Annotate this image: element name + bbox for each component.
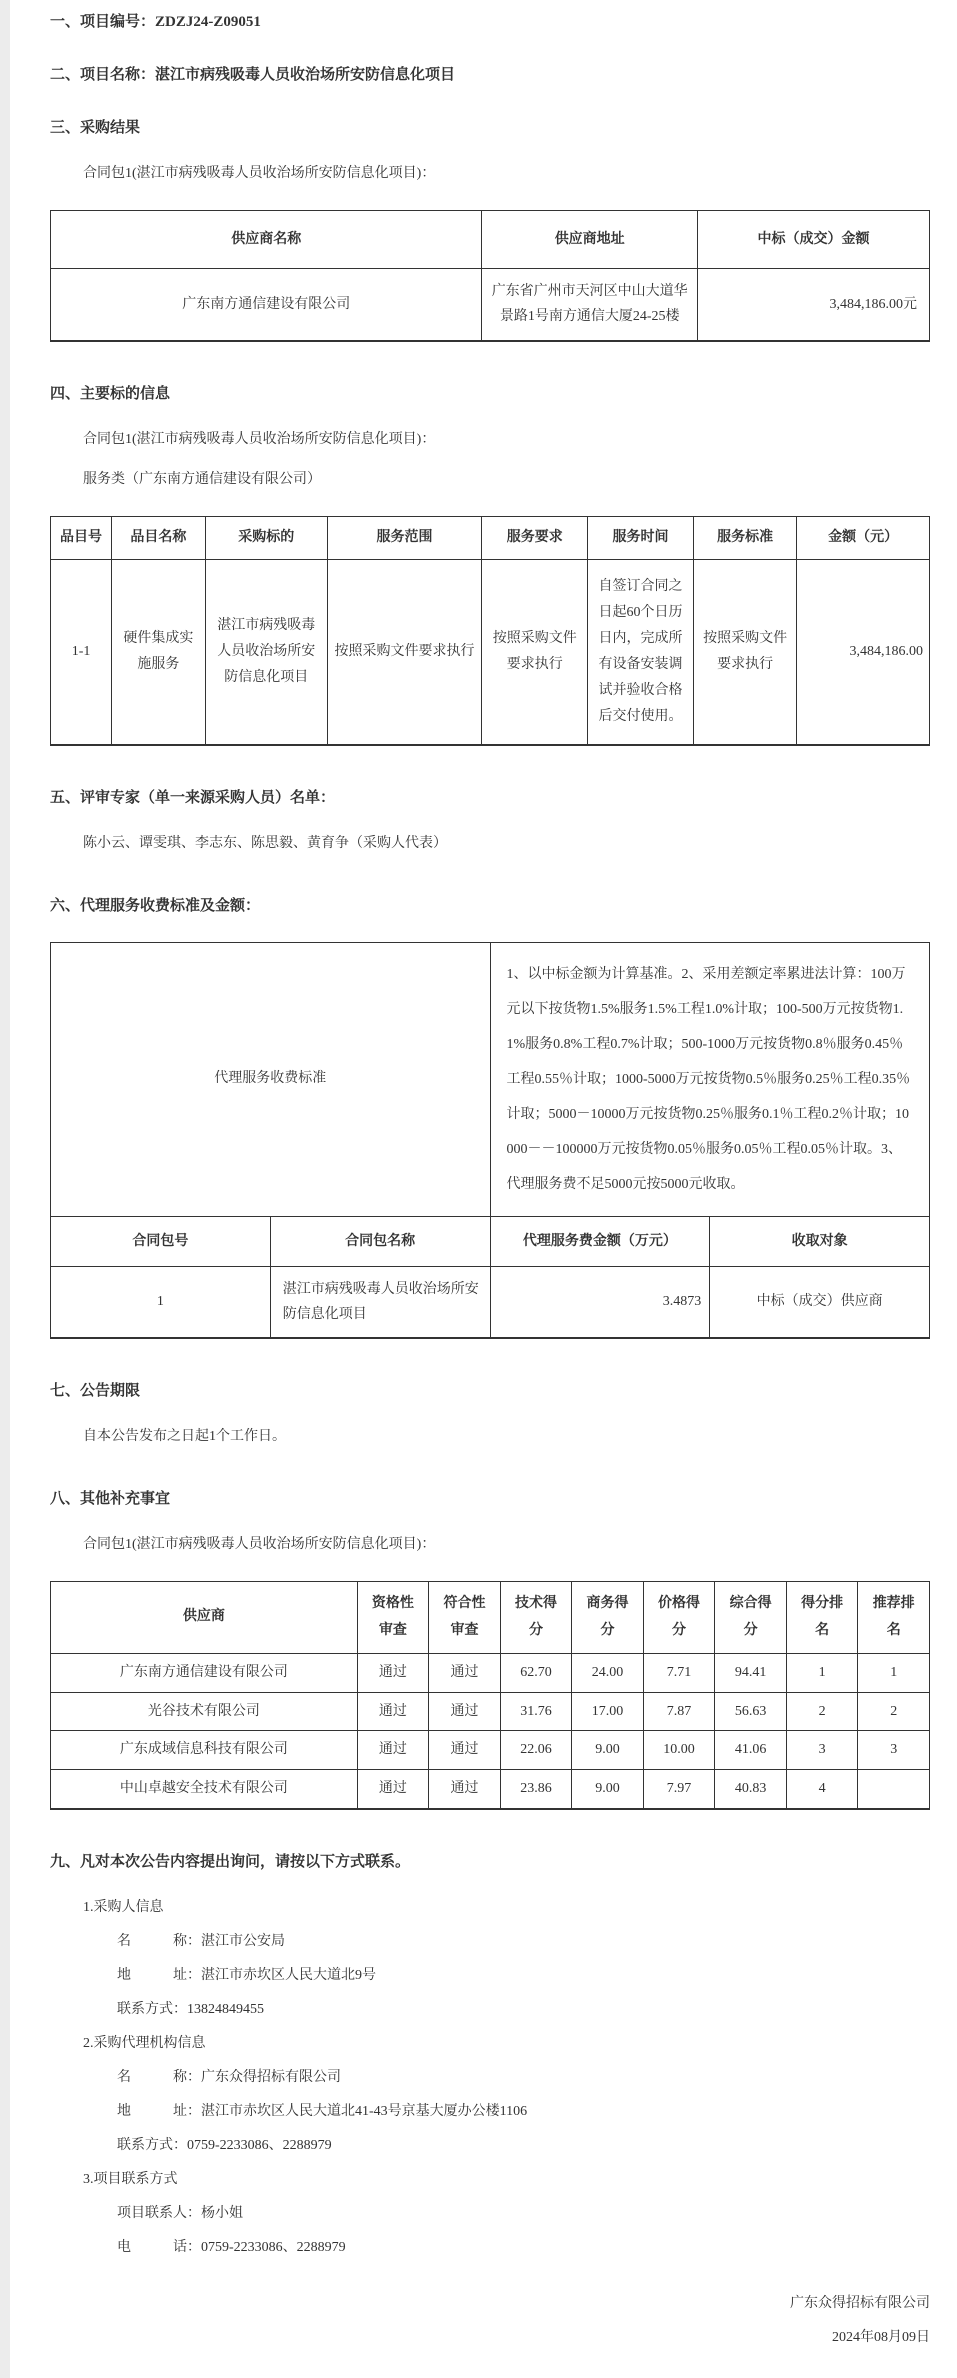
th-conformity-review: 符合性审查 [429, 1582, 501, 1654]
agency-info-title: 2.采购代理机构信息 [83, 2035, 206, 2051]
cell-price: 7.87 [643, 1692, 715, 1731]
cell-conformity: 通过 [429, 1692, 501, 1731]
cell-business: 17.00 [572, 1692, 644, 1731]
agency-address: 地 址：湛江市赤坎区人民大道北41-43号京基大厦办公楼1106 [117, 2103, 528, 2119]
section-4-service-type: 服务类（广东南方通信建设有限公司） [83, 471, 321, 487]
table-row [51, 560, 930, 745]
th-package-name: 合同包名称 [270, 1216, 490, 1266]
cell-conformity: 通过 [429, 1770, 501, 1809]
th-item-no: 品目号 [51, 516, 112, 560]
project-contact-block [50, 2170, 930, 2258]
issuer-company: 广东众得招标有限公司 [790, 2295, 930, 2311]
project-contact-person: 项目联系人：杨小姐 [117, 2205, 243, 2221]
cell-supplier-name: 广东南方通信建设有限公司 [51, 269, 482, 341]
th-service-time: 服务时间 [588, 516, 694, 560]
cell-service-time: 自签订合同之日起60个日历日内，完成所有设备安装调试并验收合格后交付使用。 [588, 560, 694, 745]
th-score-rank: 得分排名 [786, 1582, 858, 1654]
section-4-package-intro: 合同包1(湛江市病残吸毒人员收治场所安防信息化项目)： [83, 431, 436, 447]
section-3-package-intro: 合同包1(湛江市病残吸毒人员收治场所安防信息化项目)： [83, 166, 436, 181]
cell-qualification: 通过 [357, 1654, 429, 1693]
cell-qualification: 通过 [357, 1731, 429, 1770]
evaluation-score-table [50, 1581, 930, 1810]
th-service-requirement: 服务要求 [482, 516, 588, 560]
cell-agency-fee-amount: 3.4873 [490, 1266, 710, 1338]
cell-technical: 22.06 [500, 1731, 572, 1770]
table-row [51, 1770, 930, 1809]
th-supplier: 供应商 [51, 1582, 358, 1654]
cell-service-standard: 按照采购文件要求执行 [693, 560, 796, 745]
table-row [51, 1266, 930, 1338]
cell-supplier: 广东南方通信建设有限公司 [51, 1654, 358, 1693]
th-package-no: 合同包号 [51, 1216, 271, 1266]
buyer-address: 地 址：湛江市赤坎区人民大道北9号 [117, 1967, 376, 1983]
th-qualification-review: 资格性审查 [357, 1582, 429, 1654]
th-service-scope: 服务范围 [327, 516, 482, 560]
cell-score-rank: 2 [786, 1692, 858, 1731]
agency-info-block [50, 2034, 930, 2156]
expert-names: 陈小云、谭雯琪、李志东、陈思毅、黄育争（采购人代表） [83, 835, 447, 851]
cell-total: 94.41 [715, 1654, 787, 1693]
th-fee-payer: 收取对象 [710, 1216, 930, 1266]
cell-service-requirement: 按照采购文件要求执行 [482, 560, 588, 745]
table-header-row [51, 1216, 930, 1266]
signature-block [50, 2294, 930, 2348]
cell-technical: 23.86 [500, 1770, 572, 1809]
cell-price: 7.71 [643, 1654, 715, 1693]
issue-date: 2024年08月09日 [832, 2329, 930, 2345]
th-amount-yuan: 金额（元） [797, 516, 930, 560]
section-6-heading: 六、代理服务收费标准及金额： [50, 897, 261, 914]
cell-package-name: 湛江市病残吸毒人员收治场所安防信息化项目 [270, 1266, 490, 1338]
table-header-row [51, 516, 930, 560]
section-1-project-number: 一、项目编号：ZDZJ24-Z09051 [50, 14, 261, 30]
cell-fee-standard-text: 1、以中标金额为计算基准。2、采用差额定率累进法计算：100万元以下按货物1.5%服务1.5%工程1.0%计取；100-500万元按货物1.1%服务0.8%工程0.7%计取；500-1000万元按货物0.8％服务0.45％工程0.55％计取；1000-5000万元按货物0.5％服务0.25％工程0.35％计取；5000－10000万元按货物0.25％服务0.1％工程0.2％计取；10000－－100000万元按货物0.05％服务0.05％工程0.05％计取。3、代理服务费不足5000元按5000元收取。 [490, 942, 930, 1216]
agency-fee-table [50, 942, 930, 1340]
announcement-period-text: 自本公告发布之日起1个工作日。 [83, 1429, 286, 1445]
cell-qualification: 通过 [357, 1692, 429, 1731]
buyer-contact: 联系方式：13824849455 [117, 2001, 264, 2017]
th-supplier-name: 供应商名称 [51, 211, 482, 269]
cell-score-rank: 3 [786, 1731, 858, 1770]
section-9-heading: 九、凡对本次公告内容提出询问，请按以下方式联系。 [50, 1853, 411, 1870]
cell-procurement-subject: 湛江市病残吸毒人员收治场所安防信息化项目 [205, 560, 327, 745]
table-row [51, 1692, 930, 1731]
table-row [51, 269, 930, 341]
buyer-name: 名 称：湛江市公安局 [117, 1933, 285, 1949]
cell-recommend-rank [858, 1770, 930, 1809]
agency-name: 名 称：广东众得招标有限公司 [117, 2069, 341, 2085]
th-service-standard: 服务标准 [693, 516, 796, 560]
cell-award-amount: 3,484,186.00元 [697, 269, 929, 341]
cell-supplier-address: 广东省广州市天河区中山大道华景路1号南方通信大厦24-25楼 [482, 269, 697, 341]
cell-recommend-rank: 3 [858, 1731, 930, 1770]
section-8-package-intro: 合同包1(湛江市病残吸毒人员收治场所安防信息化项目)： [83, 1537, 436, 1553]
project-contact-phone: 电 话：0759-2233086、2288979 [117, 2239, 346, 2255]
th-procurement-subject: 采购标的 [205, 516, 327, 560]
fee-standard-row [51, 942, 930, 1216]
th-recommend-rank: 推荐排名 [858, 1582, 930, 1654]
cell-conformity: 通过 [429, 1731, 501, 1770]
cell-item-no: 1-1 [51, 560, 112, 745]
table-row [51, 1731, 930, 1770]
cell-fee-standard-label: 代理服务收费标准 [51, 942, 491, 1216]
th-total-score: 综合得分 [715, 1582, 787, 1654]
cell-service-scope: 按照采购文件要求执行 [327, 560, 482, 745]
cell-supplier: 广东成域信息科技有限公司 [51, 1731, 358, 1770]
cell-conformity: 通过 [429, 1654, 501, 1693]
buyer-info-block [50, 1898, 930, 2020]
cell-recommend-rank: 1 [858, 1654, 930, 1693]
th-supplier-address: 供应商地址 [482, 211, 697, 269]
subject-matter-table [50, 516, 930, 746]
project-contact-title: 3.项目联系方式 [83, 2171, 178, 2187]
cell-total: 40.83 [715, 1770, 787, 1809]
section-8-heading: 八、其他补充事宜 [50, 1491, 171, 1508]
table-row [51, 1654, 930, 1693]
th-item-name: 品目名称 [112, 516, 206, 560]
cell-technical: 31.76 [500, 1692, 572, 1731]
section-5-heading: 五、评审专家（单一来源采购人员）名单： [50, 789, 336, 806]
table-header-row [51, 1582, 930, 1654]
cell-qualification: 通过 [357, 1770, 429, 1809]
cell-total: 56.63 [715, 1692, 787, 1731]
agency-contact: 联系方式：0759-2233086、2288979 [117, 2137, 332, 2153]
procurement-result-table [50, 210, 930, 342]
cell-score-rank: 4 [786, 1770, 858, 1809]
section-3-heading: 三、采购结果 [50, 120, 141, 136]
section-2-project-name: 二、项目名称：湛江市病残吸毒人员收治场所安防信息化项目 [50, 67, 456, 83]
cell-score-rank: 1 [786, 1654, 858, 1693]
cell-package-no: 1 [51, 1266, 271, 1338]
buyer-info-title: 1.采购人信息 [83, 1899, 164, 1915]
cell-fee-payer: 中标（成交）供应商 [710, 1266, 930, 1338]
cell-recommend-rank: 2 [858, 1692, 930, 1731]
th-agency-fee-amount: 代理服务费金额（万元） [490, 1216, 710, 1266]
th-technical-score: 技术得分 [500, 1582, 572, 1654]
cell-price: 10.00 [643, 1731, 715, 1770]
cell-price: 7.97 [643, 1770, 715, 1809]
cell-business: 24.00 [572, 1654, 644, 1693]
cell-business: 9.00 [572, 1770, 644, 1809]
section-4-heading: 四、主要标的信息 [50, 385, 171, 402]
page-edge-strip [0, 0, 10, 2378]
cell-amount-yuan: 3,484,186.00 [797, 560, 930, 745]
section-7-heading: 七、公告期限 [50, 1383, 141, 1400]
cell-supplier: 中山卓越安全技术有限公司 [51, 1770, 358, 1809]
th-award-amount: 中标（成交）金额 [697, 211, 929, 269]
cell-supplier: 光谷技术有限公司 [51, 1692, 358, 1731]
cell-technical: 62.70 [500, 1654, 572, 1693]
table-header-row [51, 211, 930, 269]
th-price-score: 价格得分 [643, 1582, 715, 1654]
cell-item-name: 硬件集成实施服务 [112, 560, 206, 745]
cell-total: 41.06 [715, 1731, 787, 1770]
cell-business: 9.00 [572, 1731, 644, 1770]
th-business-score: 商务得分 [572, 1582, 644, 1654]
